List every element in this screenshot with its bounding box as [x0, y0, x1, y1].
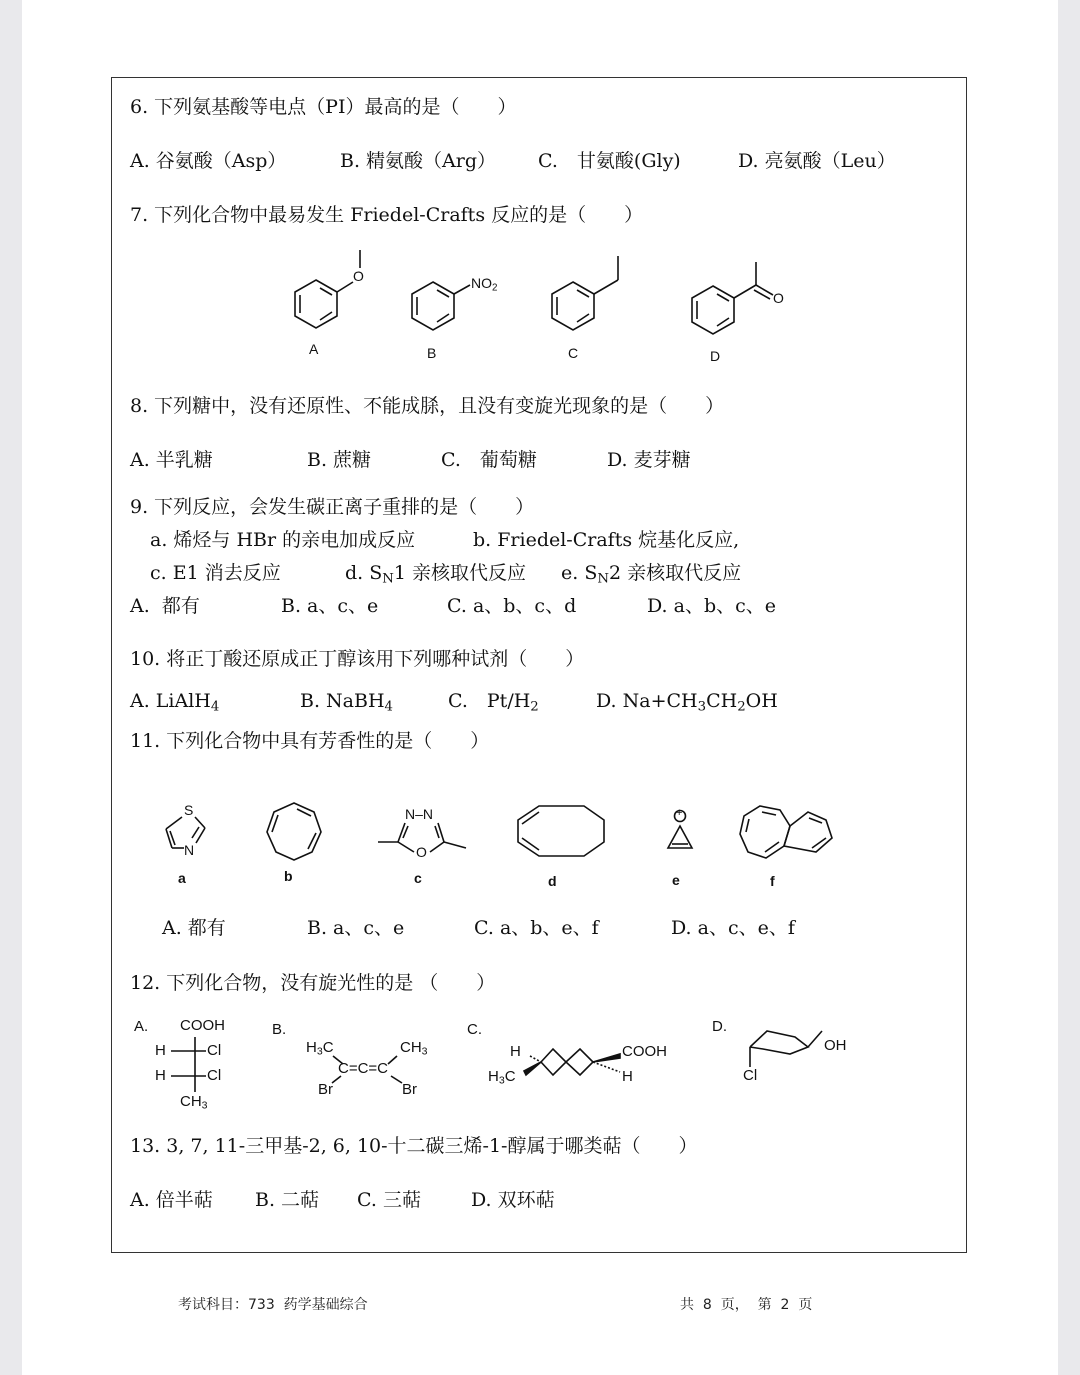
q11-option-b: B. a、c、e	[307, 917, 405, 939]
q12-a-h1: H	[155, 1042, 166, 1059]
q12-label-a: A.	[134, 1018, 149, 1035]
q10-stem: 10. 将正丁酸还原成正丁醇该用下列哪种试剂（ ）	[130, 648, 585, 670]
q12-a-cl2: Cl	[207, 1067, 222, 1084]
q12-a-cooh: COOH	[180, 1017, 225, 1034]
q10-option-d: D. $Na+CH_3CH_2OH$	[596, 690, 778, 715]
q6-stem: 6. 下列氨基酸等电点（PI）最高的是（ ）	[130, 96, 517, 118]
q9-option-d: D. a、b、c、e	[647, 595, 777, 617]
q11-structure-b	[267, 803, 321, 860]
q7-label-c: C	[568, 345, 579, 361]
q11-option-c: C. a、b、e、f	[474, 917, 599, 939]
q11-e-charge: +	[676, 807, 683, 819]
q7-a-oxygen: O	[353, 268, 364, 284]
q8-option-c: C. 葡萄糖	[441, 449, 537, 471]
q13-stem: 13. 3, 7, 11-三甲基-2, 6, 10-十二碳三烯-1-醇属于哪类萜（ ）	[130, 1135, 698, 1157]
q13-option-b: B. 二萜	[255, 1189, 320, 1211]
q12-d-cl: Cl	[743, 1067, 758, 1084]
q11-c-oxygen: O	[416, 844, 427, 860]
q10-option-b: B. NaBH$_4$	[300, 690, 393, 715]
q11-label-c: c	[414, 870, 422, 886]
q7-d-oxygen: O	[773, 290, 784, 306]
q9-option-a: A. 都有	[130, 595, 200, 617]
q9-option-c: C. a、b、c、d	[447, 595, 577, 617]
q11-option-d: D. a、c、e、f	[671, 917, 795, 939]
q9-option-b: B. a、c、e	[281, 595, 379, 617]
q12-b-ch3-right: $CH_3$	[400, 1039, 428, 1058]
q11-label-a: a	[178, 870, 186, 886]
q12-d-oh: OH	[824, 1037, 847, 1054]
q12-c-h2: H	[622, 1068, 633, 1085]
q9-item-a: a. 烯烃与 HBr 的亲电加成反应	[150, 529, 416, 551]
q12-a-ch3: $CH_3$	[180, 1093, 208, 1112]
q7-structure-b	[412, 282, 470, 330]
q13-option-c: C. 三萜	[357, 1189, 421, 1211]
q13-option-a: A. 倍半萜	[130, 1189, 213, 1211]
q12-c-h3c: $H_3C$	[488, 1068, 516, 1087]
q12-b-br1: Br	[318, 1081, 333, 1098]
footer-subject: 考试科目：733 药学基础综合	[178, 1297, 368, 1313]
q11-structure-d	[518, 806, 604, 856]
q10-option-c: C. $Pt/H_2$	[448, 690, 539, 715]
q6-option-a: A. 谷氨酸（Asp）	[130, 150, 287, 172]
q10-option-a: A. LiAlH$_4$	[130, 690, 220, 715]
q11-a-nitrogen: N	[184, 842, 195, 858]
q12-structure-a	[171, 1037, 206, 1092]
q11-option-a: A. 都有	[162, 917, 226, 939]
q8-stem: 8. 下列糖中，没有还原性、不能成脎，且没有变旋光现象的是（ ）	[130, 395, 725, 417]
q9-item-e: e. $S_N2$ 亲核取代反应	[561, 562, 742, 587]
q7-structure-a	[295, 250, 360, 328]
q7-label-d: D	[710, 348, 721, 364]
q7-b-nitro: $NO_2$	[471, 275, 498, 294]
q9-item-c: c. E1 消去反应	[150, 562, 281, 584]
q6-option-d: D. 亮氨酸（Leu）	[738, 150, 896, 172]
q12-c-cooh: COOH	[622, 1043, 667, 1060]
q8-option-b: B. 蔗糖	[307, 449, 372, 471]
q8-option-a: A. 半乳糖	[130, 449, 213, 471]
q8-option-d: D. 麦芽糖	[607, 449, 691, 471]
q12-label-c: C.	[467, 1021, 482, 1038]
q12-b-allene: C=C=C	[338, 1060, 389, 1077]
q12-structure-c	[524, 1049, 620, 1075]
q12-b-h3c-left: $H_3C$	[306, 1039, 334, 1058]
q12-stem: 12. 下列化合物，没有旋光性的是 （ ）	[130, 972, 496, 994]
q9-item-d: d. $S_N1$ 亲核取代反应	[345, 562, 527, 587]
q13-option-d: D. 双环萜	[471, 1189, 555, 1211]
q12-a-cl1: Cl	[207, 1042, 222, 1059]
q11-stem: 11. 下列化合物中具有芳香性的是（ ）	[130, 730, 490, 752]
q11-label-b: b	[284, 868, 293, 884]
q11-a-sulfur: S	[184, 802, 194, 818]
q12-structure-d	[750, 1031, 822, 1067]
q7-structure-d	[692, 262, 773, 334]
q7-label-a: A	[309, 341, 319, 357]
q12-label-b: B.	[272, 1021, 287, 1038]
q12-a-h2: H	[155, 1067, 166, 1084]
q7-stem: 7. 下列化合物中最易发生 Friedel-Crafts 反应的是（ ）	[130, 204, 644, 226]
q12-c-h: H	[510, 1043, 521, 1060]
q6-option-c: C. 甘氨酸(Gly)	[538, 150, 681, 172]
q6-option-b: B. 精氨酸（Arg）	[340, 150, 497, 172]
q9-stem: 9. 下列反应，会发生碳正离子重排的是（ ）	[130, 496, 535, 518]
q11-structure-f	[740, 806, 832, 858]
q11-c-nitrogens: N–N	[405, 806, 434, 822]
q11-label-d: d	[548, 873, 557, 889]
q12-label-d: D.	[712, 1018, 727, 1035]
q11-label-f: f	[770, 873, 775, 889]
q12-b-br2: Br	[402, 1081, 417, 1098]
q7-label-b: B	[427, 345, 437, 361]
q9-item-b: b. Friedel-Crafts 烷基化反应,	[473, 529, 740, 551]
footer-page-count: 共 8 页， 第 2 页	[680, 1297, 813, 1313]
q11-label-e: e	[672, 872, 680, 888]
q7-structure-c	[552, 256, 618, 330]
